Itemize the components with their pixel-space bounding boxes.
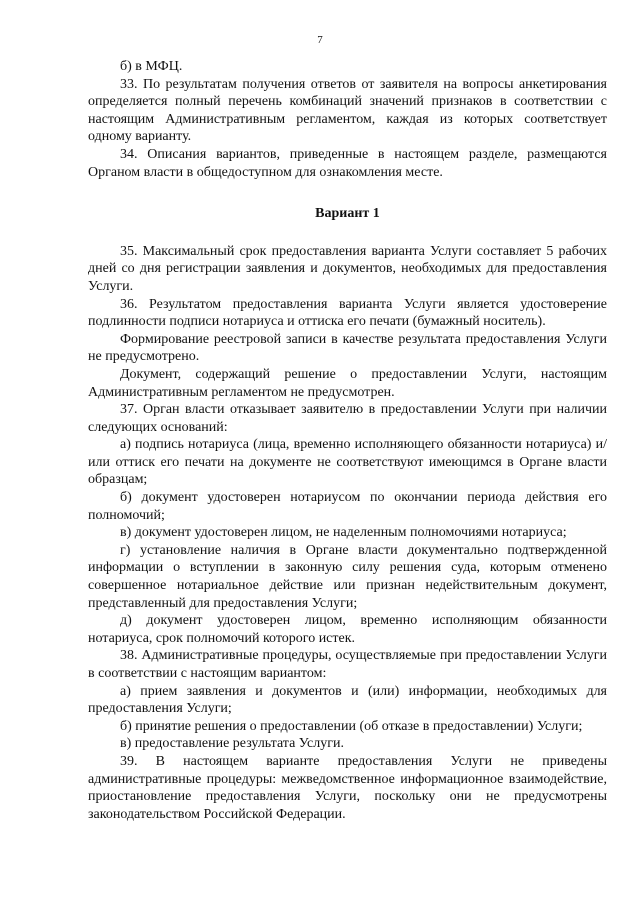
paragraph: 34. Описания вариантов, приведенные в настоящем разделе, размещаются Органом власти в общедоступном для ознакомления месте.: [88, 146, 607, 180]
paragraph: 36. Результатом предоставления варианта Услуги является удостоверение подлинности подписи нотариуса и оттиска его печати (бумажный носитель).: [88, 296, 607, 330]
paragraph: Документ, содержащий решение о предоставлении Услуги, настоящим Административным регламентом не предусмотрен.: [88, 366, 607, 400]
paragraph: 38. Административные процедуры, осуществляемые при предоставлении Услуги в соответствии с настоящим вариантом:: [88, 648, 607, 681]
list-item: в) предоставление результата Услуги.: [120, 736, 344, 752]
list-item: д) документ удостоверен лицом, временно исполняющим обязанности нотариуса, срок полномочий которого истек.: [88, 613, 607, 646]
list-item: б) документ удостоверен нотариусом по окончании периода действия его полномочий;: [88, 490, 607, 523]
paragraph: 33. По результатам получения ответов от заявителя на вопросы анкетирования определяется полный перечень комбинаций значений признаков в соответствии с настоящим Административным регламентом, каждая из которых соответствует одному варианту.: [88, 76, 607, 145]
paragraph: 35. Максимальный срок предоставления варианта Услуги составляет 5 рабочих дней со дня регистрации заявления и документов, необходимых для предоставления Услуги.: [88, 243, 607, 294]
section-heading: Вариант 1: [315, 206, 380, 222]
list-item: в) документ удостоверен лицом, не наделенным полномочиями нотариуса;: [120, 525, 567, 541]
paragraph: Формирование реестровой записи в качестве результата предоставления Услуги не предусмотрено.: [88, 331, 607, 365]
document-body: [88, 58, 607, 823]
paragraph: 37. Орган власти отказывает заявителю в предоставлении Услуги при наличии следующих оснований:: [88, 402, 607, 435]
list-item: г) установление наличия в Органе власти документально подтвержденной информации о вступлении в законную силу решения суда, которым отменено совершенное нотариальное действие или признан недействительным документ, представленный для предоставления Услуги;: [88, 542, 607, 611]
list-item: а) прием заявления и документов и (или) информации, необходимых для предоставления Услуги;: [88, 683, 607, 717]
paragraph: 39. В настоящем варианте предоставления Услуги не приведены административные процедуры: межведомственное информационное взаимодействие, приостановление предоставления Услуги, поскольку они не предусмотрены законодательством Российской Федерации.: [88, 753, 607, 822]
list-item: б) принятие решения о предоставлении (об отказе в предоставлении) Услуги;: [120, 718, 583, 734]
paragraph: б) в МФЦ.: [120, 59, 183, 74]
list-item: а) подпись нотариуса (лица, временно исполняющего обязанности нотариуса) и/или оттиск его печати на документе не соответствуют имеющимся в Органе власти образцам;: [88, 437, 607, 488]
page-number: 7: [317, 34, 323, 46]
